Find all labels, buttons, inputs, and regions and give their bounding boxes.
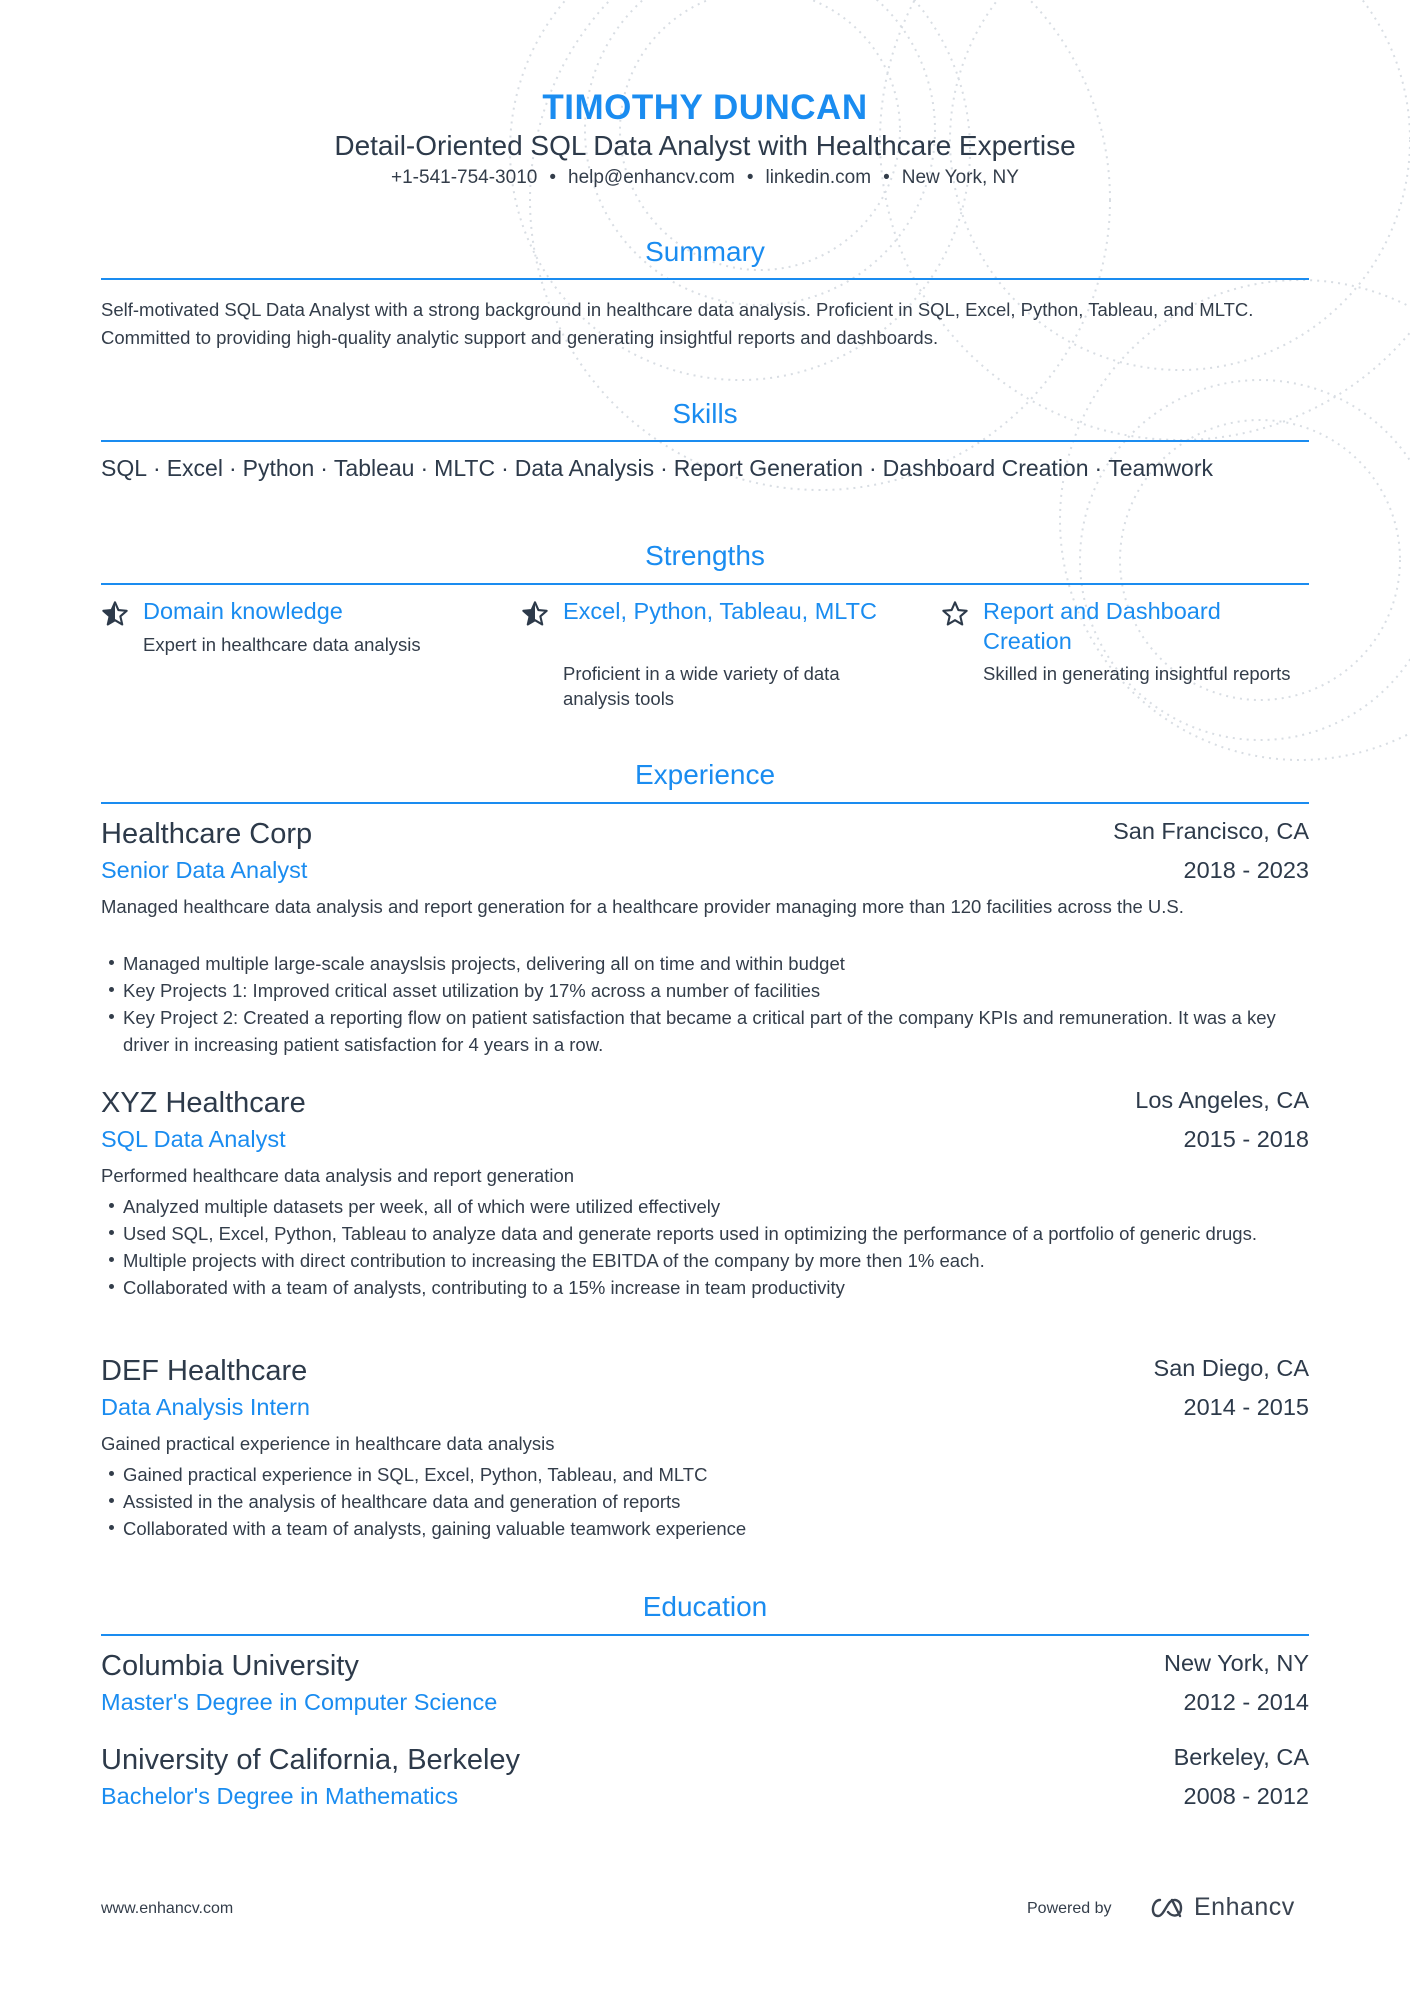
degree: Bachelor's Degree in Mathematics bbox=[101, 1783, 459, 1809]
company-name: XYZ Healthcare bbox=[101, 1087, 306, 1119]
skill-item: MLTC bbox=[434, 455, 496, 481]
job-location: San Francisco, CA bbox=[1113, 818, 1309, 844]
skill-item: SQL bbox=[101, 455, 148, 481]
job-dates: 2014 - 2015 bbox=[1183, 1394, 1309, 1420]
strength-title: Excel, Python, Tableau, MLTC bbox=[563, 598, 877, 624]
bullet-item: Key Project 2: Created a reporting flow on patient satisfaction that became a critical part of the company KPIs and remuneration. It was a key driver in increasing patient satisfaction for 4 years in a row. bbox=[101, 1004, 1309, 1058]
enhancv-logo-icon bbox=[1146, 1892, 1186, 1924]
job-bullets bbox=[101, 950, 1309, 1058]
school-name: Columbia University bbox=[101, 1650, 359, 1682]
job-dates: 2018 - 2023 bbox=[1183, 857, 1309, 883]
section-divider bbox=[101, 1634, 1309, 1636]
bullet-item: Collaborated with a team of analysts, contributing to a 15% increase in team productivity bbox=[101, 1274, 1309, 1301]
strengths-heading: Strengths bbox=[645, 540, 765, 571]
job-description: Gained practical experience in healthcare data analysis bbox=[101, 1433, 555, 1454]
bullet-item: Analyzed multiple datasets per week, all of which were utilized effectively bbox=[101, 1193, 1309, 1220]
strength-description: Proficient in a wide variety of data analysis tools bbox=[563, 663, 840, 709]
job-description: Performed healthcare data analysis and report generation bbox=[101, 1165, 575, 1186]
phone[interactable]: +1-541-754-3010 bbox=[391, 167, 538, 188]
contact-separator: • bbox=[883, 167, 890, 188]
school-location: Berkeley, CA bbox=[1173, 1744, 1309, 1770]
school-name: University of California, Berkeley bbox=[101, 1744, 521, 1776]
star-outline-icon bbox=[941, 600, 969, 628]
skills-heading: Skills bbox=[672, 398, 738, 429]
education-dates: 2008 - 2012 bbox=[1183, 1783, 1309, 1809]
bullet-item: Gained practical experience in SQL, Excel, Python, Tableau, and MLTC bbox=[101, 1461, 1309, 1488]
contact-separator: • bbox=[549, 167, 556, 188]
summary-heading: Summary bbox=[645, 236, 765, 267]
skill-separator: · bbox=[501, 455, 509, 481]
bullet-item: Collaborated with a team of analysts, gaining valuable teamwork experience bbox=[101, 1515, 1309, 1542]
skill-item: Python bbox=[242, 455, 315, 481]
skill-item: Tableau bbox=[333, 455, 415, 481]
job-bullets bbox=[101, 1461, 1309, 1542]
skill-separator: · bbox=[420, 455, 429, 481]
education-dates: 2012 - 2014 bbox=[1183, 1689, 1309, 1715]
strength-description: Skilled in generating insightful reports bbox=[983, 663, 1291, 684]
section-divider bbox=[101, 440, 1309, 442]
education-heading: Education bbox=[642, 1591, 768, 1622]
company-name: Healthcare Corp bbox=[101, 818, 313, 850]
job-title: Data Analysis Intern bbox=[101, 1394, 310, 1420]
skill-separator: · bbox=[1094, 455, 1103, 481]
strength-title: Domain knowledge bbox=[143, 598, 343, 624]
star-half-icon bbox=[521, 600, 549, 628]
skill-separator: · bbox=[869, 455, 877, 481]
job-description: Managed healthcare data analysis and report generation for a healthcare provider managing more than 120 facilities across the U.S. bbox=[101, 896, 1184, 917]
candidate-title: Detail-Oriented SQL Data Analyst with Healthcare Expertise bbox=[334, 130, 1076, 161]
bullet-item: Multiple projects with direct contribution to increasing the EBITDA of the company by more then 1% each. bbox=[101, 1247, 1309, 1274]
skill-separator: · bbox=[153, 455, 161, 481]
bullet-item: Assisted in the analysis of healthcare data and generation of reports bbox=[101, 1488, 1309, 1515]
skill-separator: · bbox=[228, 455, 237, 481]
strength-description: Expert in healthcare data analysis bbox=[143, 634, 421, 655]
section-divider bbox=[101, 278, 1309, 280]
bullet-item: Managed multiple large-scale anayslsis projects, delivering all on time and within budget bbox=[101, 950, 1309, 977]
job-title: Senior Data Analyst bbox=[101, 857, 308, 883]
job-location: San Diego, CA bbox=[1153, 1355, 1309, 1381]
school-location: New York, NY bbox=[1164, 1650, 1309, 1676]
section-divider bbox=[101, 802, 1309, 804]
job-bullets bbox=[101, 1193, 1309, 1301]
email[interactable]: help@enhancv.com bbox=[568, 167, 735, 188]
experience-heading: Experience bbox=[634, 759, 776, 790]
star-half-icon bbox=[101, 600, 129, 628]
job-dates: 2015 - 2018 bbox=[1183, 1126, 1309, 1152]
skill-item: Teamwork bbox=[1108, 455, 1213, 481]
bullet-item: Key Projects 1: Improved critical asset utilization by 17% across a number of facilities bbox=[101, 977, 1309, 1004]
skill-separator: · bbox=[320, 455, 328, 481]
contact-separator: • bbox=[746, 167, 754, 188]
contact-line bbox=[101, 167, 1309, 189]
candidate-name: TIMOTHY DUNCAN bbox=[542, 88, 868, 127]
strength-title: Report and Dashboard Creation bbox=[983, 598, 1221, 654]
bullet-item: Used SQL, Excel, Python, Tableau to analyze data and generate reports used in optimizing the performance of a portfolio of generic drugs. bbox=[101, 1220, 1309, 1247]
footer-website-link[interactable]: www.enhancv.com bbox=[101, 1900, 234, 1917]
company-name: DEF Healthcare bbox=[101, 1355, 308, 1387]
skills-list bbox=[101, 455, 1309, 482]
section-divider bbox=[101, 583, 1309, 585]
skill-item: Excel bbox=[166, 455, 223, 481]
enhancv-brand[interactable]: Enhancv bbox=[1194, 1893, 1295, 1921]
powered-by-label: Powered by bbox=[1027, 1900, 1112, 1917]
skill-item: Data Analysis bbox=[514, 455, 655, 481]
job-location: Los Angeles, CA bbox=[1135, 1087, 1309, 1113]
degree: Master's Degree in Computer Science bbox=[101, 1689, 498, 1715]
linkedin-link[interactable]: linkedin.com bbox=[765, 167, 872, 188]
summary-text: Self-motivated SQL Data Analyst with a strong background in healthcare data analysis. Proficient in SQL, Excel, Python, Tableau, and MLTC. Committed to providing high-quality analytic support and generating insightful reports and dashboards. bbox=[101, 299, 1254, 348]
skill-separator: · bbox=[660, 455, 668, 481]
skill-item: Report Generation bbox=[673, 455, 863, 481]
location: New York, NY bbox=[901, 167, 1019, 188]
skill-item: Dashboard Creation bbox=[882, 455, 1089, 481]
job-title: SQL Data Analyst bbox=[101, 1126, 286, 1152]
